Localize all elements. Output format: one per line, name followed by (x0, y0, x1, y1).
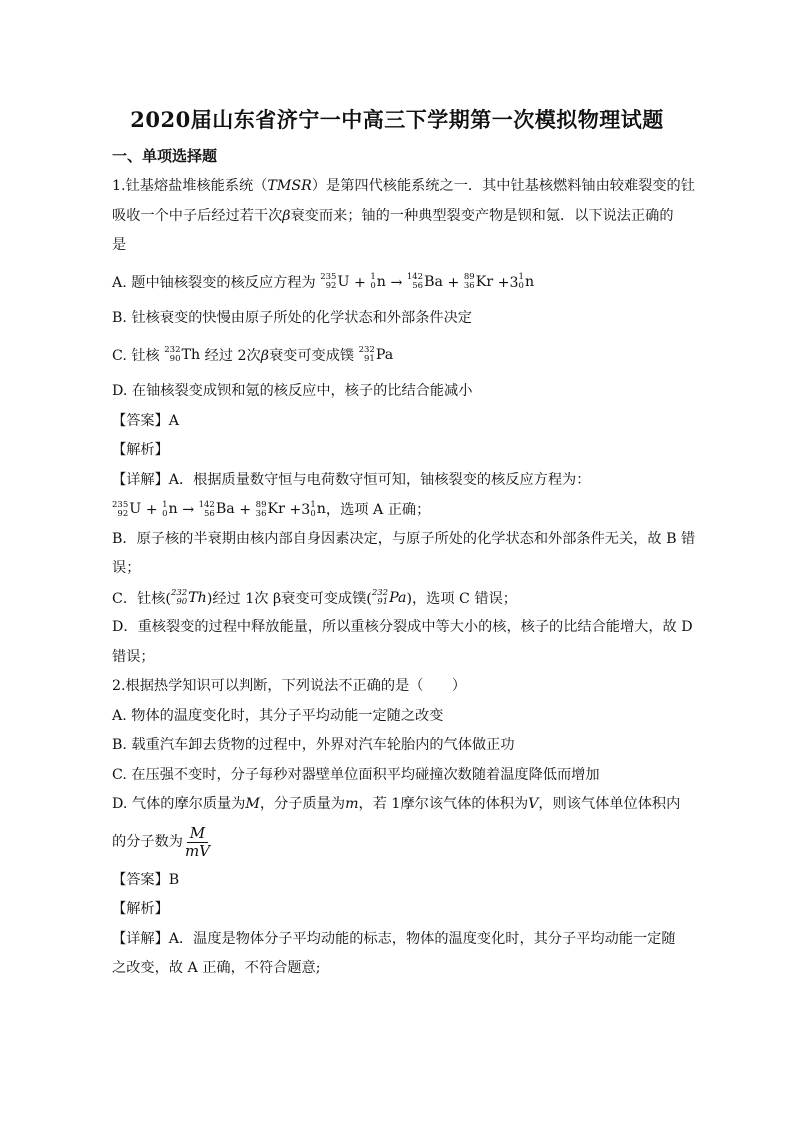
nuclide-th232: 232 90 Th (170, 588, 207, 608)
section-heading: 一、单项选择题 (112, 147, 218, 165)
q1-detail-b-2: 误； (112, 560, 141, 576)
nuclide-th232: 232 90 Th (164, 345, 201, 365)
q2-analysis-label: 【解析】 (112, 901, 169, 917)
nuclide-pa232: 232 91 Pa (371, 588, 407, 608)
q1-detail-d-2: 错误； (112, 648, 155, 665)
q1-option-c: C. 钍核 232 90 Th 经过 2次β衰变可变成镤 232 91 Pa (112, 341, 684, 371)
document-body (112, 172, 696, 984)
q1-analysis-label: 【解析】 (112, 442, 169, 458)
q1-detail-c: C．钍核( 232 90 Th )经过 1次 β衰变可变成镤( 232 91 Pa )，选项 C 错误； (112, 584, 684, 614)
nuclide-neutron: 1 0 n (518, 272, 535, 292)
q1-detail-b-1: B．原子核的半衰期由核内部自身因素决定，与原子所处的化学状态和外部条件无关，故 B 错 (112, 530, 696, 547)
nuclide-neutron: 1 0 n (310, 499, 326, 519)
q2-option-d-2: 的分子数为 $\frac{M}{mV}$ (112, 824, 211, 860)
q2-detail-2: 之改变，故 A 正确，不符合题意; (112, 960, 321, 976)
q2-option-b: B. 载重汽车卸去货物的过程中，外界对汽车轮胎内的气体做正功 (112, 737, 515, 753)
page-title: 2020届山东省济宁一中高三下学期第一次模拟物理试题 (130, 107, 664, 132)
nuclide-kr89: 89 36 Kr (255, 499, 285, 519)
q1-detail-d-1: D．重核裂变的过程中释放能量，所以重核分裂成中等大小的核，核子的比结合能增大，故 D (112, 619, 693, 635)
q2-answer: 【答案】B (112, 871, 180, 888)
q2-stem: 2.根据热学知识可以判断，下列说法不正确的是（ ） (112, 678, 467, 694)
nuclide-u235: 235 92 U (320, 272, 350, 292)
q1-detail-equation: 235 92 U + 1 0 n → 142 56 Ba + 89 36 Kr +3 1 0 n ，选项 A 正确； (112, 495, 684, 525)
q2-option-d-1: D. 气体的摩尔质量为M，分子质量为m，若 1摩尔该气体的体积为V，则该气体单位体积内 (112, 796, 681, 812)
q1-option-d: D. 在铀核裂变成钡和氪的核反应中，核子的比结合能减小 (112, 383, 473, 399)
q1-detail-a: 【详解】A．根据质量数守恒与电荷数守恒可知，铀核裂变的核反应方程为： (112, 471, 591, 488)
fraction-m-over-mv: $\frac{M}{mV}$ (184, 824, 211, 860)
nuclide-kr89: 89 36 Kr (463, 272, 494, 292)
nuclide-neutron: 1 0 n (370, 272, 386, 292)
q2-option-a: A. 物体的温度变化时，其分子平均动能一定随之改变 (112, 707, 444, 724)
q1-option-a: A. 题中铀核裂变的核反应方程为 235 92 U + 1 0 n → 142 56 Ba + 89 36 Kr +3 1 0 n (112, 268, 684, 298)
nuclide-u235: 235 92 U (112, 499, 142, 519)
q1-answer: 【答案】A (112, 412, 179, 429)
nuclide-neutron: 1 0 n (162, 499, 178, 519)
q1-stem-line-1: 1.钍基熔盐堆核能系统（TMSR）是第四代核能系统之一．其中钍基核燃料铀由较难裂变的钍 (112, 178, 695, 194)
q1-stem-line-3: 是 (112, 237, 127, 253)
nuclide-pa232: 232 91 Pa (358, 345, 394, 365)
q2-option-c: C. 在压强不变时，分子每秒对器壁单位面积平均碰撞次数随着温度降低而增加 (112, 766, 600, 783)
q1-stem-line-2: 吸收一个中子后经过若干次β衰变而来；铀的一种典型裂变产物是钡和氪．以下说法正确的 (112, 207, 674, 224)
nuclide-ba142: 142 56 Ba (406, 272, 443, 292)
nuclide-ba142: 142 56 Ba (198, 499, 235, 519)
q1-option-b: B. 钍核衰变的快慢由原子所处的化学状态和外部条件决定 (112, 310, 472, 326)
q2-detail-1: 【详解】A．温度是物体分子平均动能的标志，物体的温度变化时，其分子平均动能一定随 (112, 930, 676, 947)
